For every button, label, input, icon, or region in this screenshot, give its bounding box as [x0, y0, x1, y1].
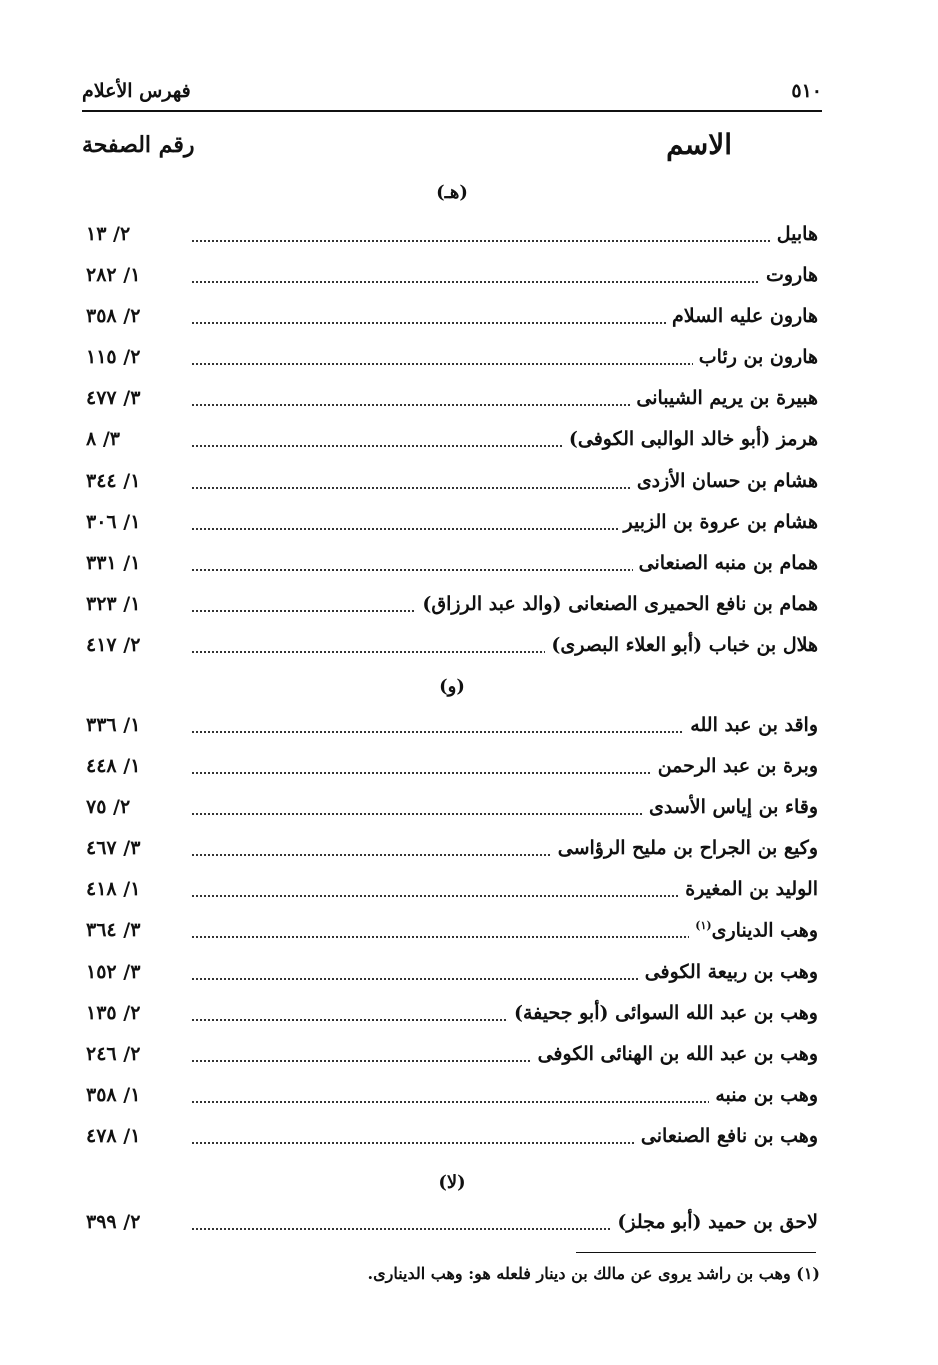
name-column-heading: الاسم [666, 128, 732, 161]
entry-name: هبيرة بن يريم الشيبانى [630, 387, 818, 409]
entry-page-ref: ١/ ٢٨٢ [86, 264, 141, 287]
header-rule [82, 110, 822, 112]
index-entry [82, 258, 822, 299]
index-entry [82, 1078, 822, 1119]
running-header [82, 80, 822, 108]
entry-page-ref: ١/ ٣٣١ [86, 551, 141, 574]
section-letter: (هـ) [436, 182, 468, 203]
entry-name: هابيل [771, 223, 818, 245]
entry-name: وقاء بن إياس الأسدى [643, 796, 818, 818]
index-entry [82, 996, 822, 1037]
index-entry [82, 299, 822, 340]
entry-page-ref: ٣/ ٤٧٧ [86, 387, 141, 410]
running-title: فهرس الأعلام [82, 80, 191, 102]
entry-name: هلال بن خباب (أبو العلاء البصرى) [545, 634, 818, 656]
entry-name: لاحق بن حميد (أبو مجلز) [611, 1211, 818, 1233]
entry-name: وهب الدينارى [711, 919, 818, 942]
section-letter: (و) [439, 676, 465, 697]
index-entry [82, 913, 822, 954]
entry-name: واقد بن عبد الله [684, 714, 818, 736]
section-entries [82, 1205, 822, 1246]
index-entry [82, 505, 822, 546]
entry-name-with-note [689, 919, 818, 941]
entry-page-ref: ٣/ ٨ [86, 428, 120, 451]
entry-name: وبرة بن عبد الرحمن [652, 755, 818, 777]
footnote: (١) وهب بن راشد يروى عن مالك بن دينار فلعله هو: وهب الدينارى. [367, 1264, 820, 1283]
index-entry [82, 381, 822, 422]
entry-page-ref: ٢/ ٧٥ [86, 796, 131, 819]
entry-name: همام بن نافع الحميرى الصنعانى (والد عبد الرزاق) [416, 593, 818, 615]
index-entry [82, 955, 822, 996]
entry-page-ref: ١/ ٣٣٦ [86, 714, 141, 736]
index-entry [82, 1037, 822, 1078]
entry-name: همام بن منبه الصنعانى [633, 552, 818, 574]
entry-name: هرمز (أبو خالد الوالبى الكوفى) [563, 428, 818, 450]
entry-name: وكيع بن الجراح بن مليح الرؤاسى [552, 837, 818, 859]
entry-page-ref: ١/ ٤٤٨ [86, 755, 141, 778]
index-entry [82, 546, 822, 587]
entry-name: وهب بن ربيعة الكوفى [639, 961, 818, 983]
entry-page-ref: ٢/ ١٣ [86, 223, 131, 245]
index-entry [82, 749, 822, 790]
entry-page-ref: ٢/ ١٣٥ [86, 1001, 141, 1024]
footnote-rule [576, 1252, 816, 1253]
leader-dots [192, 240, 818, 242]
index-entry [82, 422, 822, 463]
index-entry [82, 587, 822, 628]
entry-page-ref: ١/ ٣٢٣ [86, 592, 141, 615]
index-entry [82, 464, 822, 505]
section-letter: (لا) [438, 1172, 466, 1193]
entry-name: هشام بن حسان الأزدى [631, 470, 818, 492]
index-entry [82, 790, 822, 831]
index-entry [82, 340, 822, 381]
index-entry [82, 217, 822, 258]
footnote-marker: (١) [695, 919, 712, 933]
index-entry [82, 872, 822, 913]
entry-page-ref: ٣/ ٤٦٧ [86, 837, 141, 860]
entry-page-ref: ٢/ ٢٤٦ [86, 1042, 141, 1065]
index-entry [82, 628, 822, 669]
index-entry [82, 708, 822, 749]
entry-name: وهب بن عبد الله بن الهنائى الكوفى [532, 1043, 818, 1065]
entry-page-ref: ١/ ٤١٨ [86, 878, 141, 901]
entry-name: هاروت [760, 264, 818, 286]
leader-dots [192, 281, 818, 283]
page-number: ٥١٠ [791, 80, 822, 102]
entry-page-ref: ٣/ ١٥٢ [86, 960, 141, 983]
entry-page-ref: ٣/ ٣٦٤ [86, 919, 141, 942]
entry-page-ref: ١/ ٣٠٦ [86, 510, 141, 533]
entry-name: هشام بن عروة بن الزبير [618, 511, 819, 533]
index-entry [82, 1119, 822, 1160]
index-entry [82, 1205, 822, 1246]
entry-page-ref: ١/ ٤٧٨ [86, 1124, 141, 1147]
column-headings [82, 128, 822, 168]
entry-page-ref: ٢/ ١١٥ [86, 346, 141, 369]
entry-name: وهب بن عبد الله السوائى (أبو جحيفة) [508, 1002, 818, 1024]
entry-page-ref: ٢/ ٣٩٩ [86, 1211, 141, 1233]
entry-page-ref: ١/ ٣٤٤ [86, 469, 141, 492]
entry-name: هارون بن رئاب [693, 346, 818, 368]
entry-name: وهب بن نافع الصنعانى [635, 1125, 818, 1147]
entry-page-ref: ٢/ ٤١٧ [86, 633, 141, 656]
index-entry [82, 831, 822, 872]
entry-name: الوليد بن المغيرة [679, 878, 818, 900]
entry-page-ref: ٢/ ٣٥٨ [86, 305, 141, 328]
page-column-heading: رقم الصفحة [82, 132, 195, 158]
entry-page-ref: ١/ ٣٥٨ [86, 1083, 141, 1106]
entry-name: هارون عليه السلام [666, 305, 818, 327]
section-entries [82, 708, 822, 1160]
entry-name: وهب بن منبه [709, 1084, 818, 1106]
section-entries [82, 217, 822, 669]
